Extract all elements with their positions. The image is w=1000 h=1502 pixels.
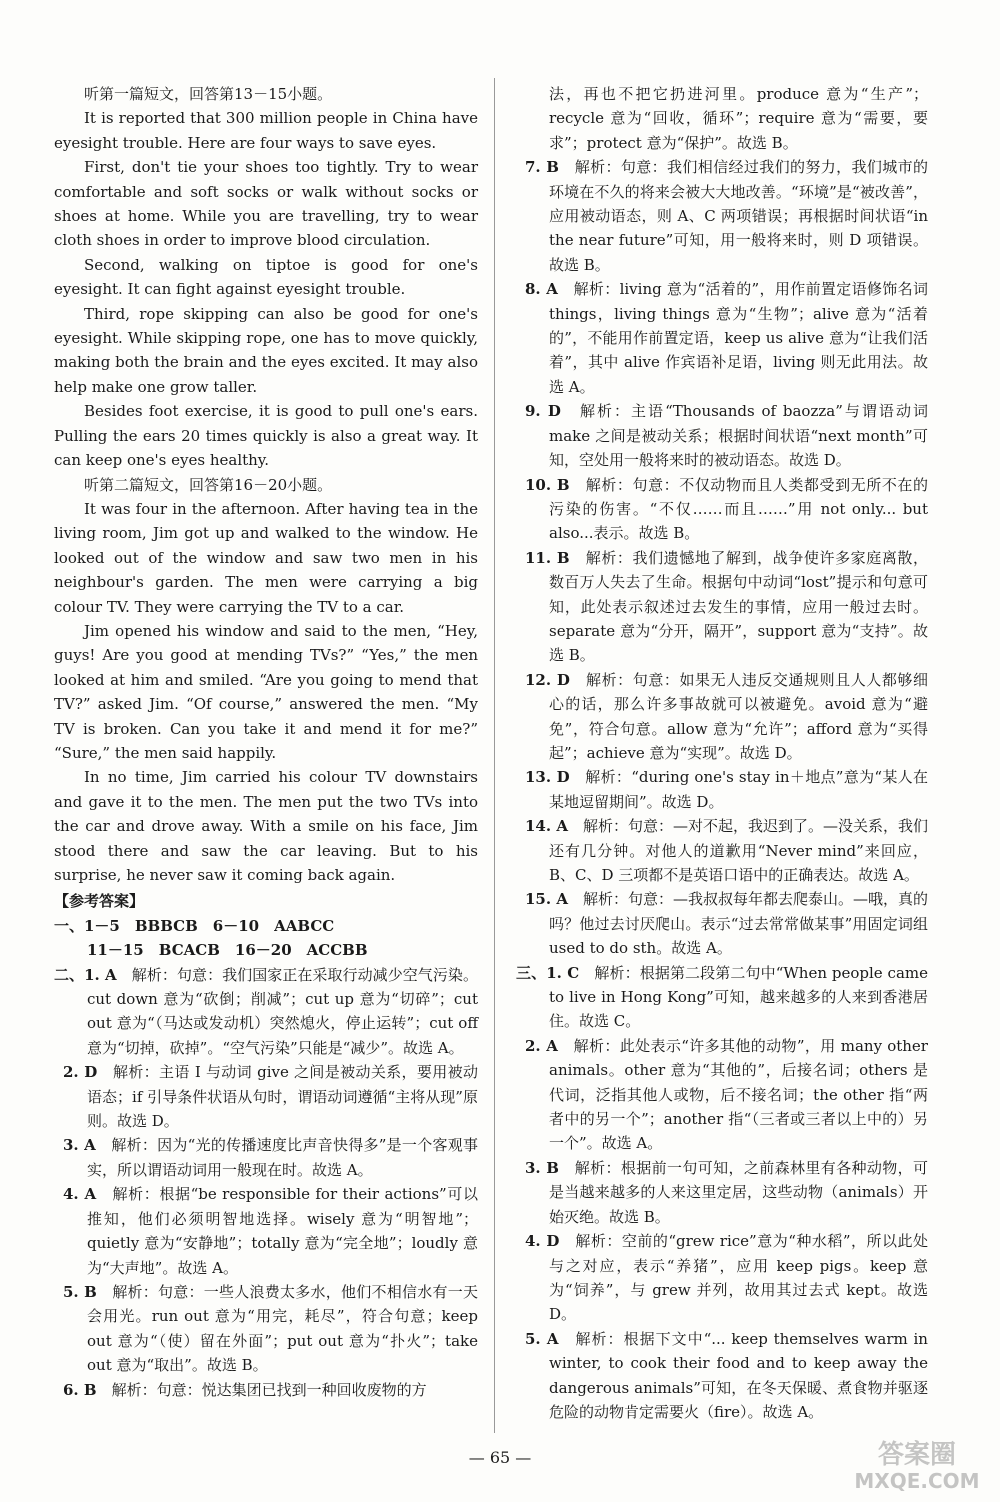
answer-item xyxy=(516,155,928,277)
answer-number: 12. D xyxy=(525,670,570,689)
passage-1-para: First, don't tie your shoes too tightly. Try to wear comfortable and soft socks or walk without socks or shoes at home. While you are travelling, try to wear cloth shoes in order to improve blood circulation. xyxy=(54,158,478,250)
answer-item xyxy=(516,668,928,766)
answer-number: 3. B xyxy=(525,1158,559,1177)
left-column xyxy=(54,82,478,1402)
answer-explanation: 解析：空前的“grew rice”意为“种水稻”，所以此处与之对应，表示“养猪”，应用 keep pigs。keep 意为“饲养”，与 grew 并列，故用其过去式 kept。故选 D。 xyxy=(549,1232,928,1324)
answer-item xyxy=(516,399,928,472)
answer-number: 三、1. C xyxy=(516,963,580,982)
answer-item xyxy=(516,1327,928,1425)
answer-explanation: 解析：主语 I 与动词 give 之间是被动关系，要用被动语态；if 引导条件状语从句时，谓语动词遵循“主将从现”原则。故选 D。 xyxy=(87,1063,478,1131)
answer-explanation: 解析：“during one's stay in＋地点”意为“某人在某地逗留期间”。故选 D。 xyxy=(549,768,928,811)
answer-number: 3. A xyxy=(63,1136,96,1155)
passage-2-para: Jim opened his window and said to the men, “Hey, guys! Are you good at mending TVs?” “Yes,” the men looked at him and smiled. “Are you going to mend that TV?” asked Jim. “Of course,” answered the men. “My TV is broken. Can you take it and mend it for me?” “Sure,” the men said happily. xyxy=(54,621,478,762)
answer-number: 5. A xyxy=(525,1329,559,1348)
answer-explanation: 解析：句意：悦达集团已找到一种回收废物的方 xyxy=(111,1380,427,1399)
watermark-text-en: MXQE.COM xyxy=(854,1469,980,1493)
passage-1-title: 听第一篇短文，回答第13－15小题。 xyxy=(84,85,333,103)
answer-number: 2. A xyxy=(525,1036,558,1055)
passage-1-para: It is reported that 300 million people in China have eyesight trouble. Here are four ways to save eyes. xyxy=(54,109,478,152)
answer-number: 4. D xyxy=(525,1232,560,1251)
watermark-text-cn: 答案圈 xyxy=(877,1440,956,1470)
answer-number: 13. D xyxy=(525,768,570,787)
answer-explanation: 解析：根据第二段第二句中“When people came to live in Hong Kong”可知，越来越多的人来到香港居住。故选 C。 xyxy=(549,963,928,1031)
answer-number: 7. B xyxy=(525,158,559,177)
answer-explanation: 解析：句意：一些人浪费太多水，他们不相信水有一天会用光。run out 意为“用完，耗尽”，符合句意；keep out 意为“（使）留在外面”；put out 意为“扑火”；take out 意为“取出”。故选 B。 xyxy=(87,1282,478,1375)
answer-number: 15. A xyxy=(525,890,568,909)
answer-explanation: 解析：根据“be responsible for their actions”可以推知，他们必须明智地选择。wisely 意为“明智地”；quietly 意为“安静地”；totally 意为“完全地”；loudly 意为“大声地”。故选 A。 xyxy=(87,1185,478,1277)
passage-1-para: Besides foot exercise, it is good to pull one's ears. Pulling the ears 20 times quickly is also a great way. It can keep one's eyes healthy. xyxy=(54,402,478,470)
answer-key-row: 11－15 BCACB 16－20 ACCBB xyxy=(87,941,368,960)
answer-number: 4. A xyxy=(63,1185,97,1204)
answer-item xyxy=(516,1156,928,1229)
answer-item xyxy=(516,277,928,399)
answer-explanation: 解析：living 意为“活着的”，用作前置定语修饰名词 things，living things 意为“生物”；alive 意为“活着的”，不能用作前置定语，keep us alive 意为“让我们活着”，其中 alive 作宾语补足语，living 则无此用法。故选 A。 xyxy=(549,280,928,396)
answer-explanation: 解析：句意：我们相信经过我们的努力，我们城市的环境在不久的将来会被大大地改善。“环境”是“被改善”，应用被动语态，则 A、C 两项错误；再根据时间状语“in the near future”可知，用一般将来时，则 D 项错误。故选 B。 xyxy=(549,158,928,274)
answer-item xyxy=(54,1133,478,1182)
passage-2-para: It was four in the afternoon. After having tea in the living room, Jim got up and walked to the window. He looked out of the window and saw two men in his neighbour's garden. The men were carrying a big colour TV. They were carrying the TV to a car. xyxy=(54,499,478,616)
passage-1-para: Second, walking on tiptoe is good for one's eyesight. It can fight against eyesight trouble. xyxy=(54,255,478,299)
answer-key-row: 一、1－5 BBBCB 6－10 AABCC xyxy=(54,916,335,935)
answer-explanation: 解析：句意：—我叔叔每年都去爬泰山。—哦，真的吗？他过去讨厌爬山。表示“过去常常做某事”用固定词组 used to do sth。故选 A。 xyxy=(549,890,928,958)
answer-item xyxy=(516,1229,928,1327)
answer-number: 2. D xyxy=(63,1063,98,1082)
answer-continuation: 法，再也不把它扔进河里。produce 意为“生产”；recycle 意为“回收，循环”；require 意为“需要，要求”；protect 意为“保护”。故选 B。 xyxy=(549,85,928,152)
passage-1-para: Third, rope skipping can also be good for one's eyesight. While skipping rope, one has to move quickly, making both the brain and the eyes excited. It may also help make one grow taller. xyxy=(54,304,478,396)
right-column xyxy=(516,82,928,1424)
answer-item xyxy=(54,1060,478,1133)
answer-item xyxy=(516,887,928,960)
answer-number: 5. B xyxy=(63,1282,97,1301)
answer-item xyxy=(54,1280,478,1378)
page-number: — 65 — xyxy=(468,1448,532,1467)
answer-explanation: 解析：根据下文中“... keep themselves warm in winter, to cook their food and to keep away the dangerous animals”可知，在冬天保暖、煮食物并驱逐危险的动物肯定需要火（fire）。故选 A。 xyxy=(549,1329,928,1421)
answer-explanation: 解析：句意：—对不起，我迟到了。—没关系，我们还有几分钟。对他人的道歉用“Never mind”来回应，B、C、D 三项都不是英语口语中的正确表达。故选 A。 xyxy=(549,817,928,884)
answer-item xyxy=(516,814,928,887)
answer-number: 二、1. A xyxy=(54,965,117,984)
answer-item xyxy=(516,1034,928,1156)
answer-number: 14. A xyxy=(525,817,568,836)
answer-explanation: 解析：我们遗憾地了解到，战争使许多家庭离散，数百万人失去了生命。根据句中动词“lost”提示和句意可知，此处表示叙述过去发生的事情，应用一般过去时。separate 意为“分开，隔开”，support 意为“支持”。故选 B。 xyxy=(549,548,928,665)
answer-explanation: 解析：此处表示“许多其他的动物”，用 many other animals。other 意为“其他的”，后接名词；others 是代词，泛指其他人或物，后不接名词；the other 指“两者中的另一个”；another 指“（三者或三者以上中的）另一个”。故选 A。 xyxy=(549,1036,928,1153)
answer-item xyxy=(54,963,478,1061)
answer-item xyxy=(54,1182,478,1280)
answer-number: 9. D xyxy=(525,402,561,421)
answer-explanation: 解析：根据前一句可知，之前森林里有各种动物，可是当越来越多的人来这里定居，这些动物（animals）开始灭绝。故选 B。 xyxy=(549,1158,928,1226)
answer-number: 8. A xyxy=(525,280,558,299)
answer-item xyxy=(516,546,928,668)
answer-item xyxy=(54,1378,478,1402)
answer-number: 10. B xyxy=(525,475,570,494)
passage-2-para: In no time, Jim carried his colour TV downstairs and gave it to the men. The men put the two TVs into the car and drove away. With a smile on his face, Jim stood there and saw the car leaving. But to his surprise, he never saw it coming back again. xyxy=(54,768,478,884)
answer-explanation: 解析：句意：不仅动物而且人类都受到无所不在的污染的伤害。“不仅……而且……”用 not only... but also...表示。故选 B。 xyxy=(549,475,928,543)
answer-number: 6. B xyxy=(63,1380,97,1399)
answer-explanation: 解析：主语“Thousands of baozza”与谓语动词 make 之间是被动关系；根据时间状语“next month”可知，空处用一般将来时的被动语态。故选 D。 xyxy=(549,402,928,470)
answer-item xyxy=(516,473,928,546)
passage-2-title: 听第二篇短文，回答第16－20小题。 xyxy=(84,475,333,494)
answer-item xyxy=(516,961,928,1034)
column-divider xyxy=(494,78,495,1433)
answer-explanation: 解析：句意：如果无人违反交通规则且人人都够细心的话，那么许多事故就可以被避免。avoid 意为“避免”，符合句意。allow 意为“允许”；afford 意为“买得起”；achieve 意为“实现”。故选 D。 xyxy=(549,670,928,762)
answer-number: 11. B xyxy=(525,548,570,567)
watermark-logo xyxy=(842,1440,992,1496)
answers-header: 【参考答案】 xyxy=(54,892,145,911)
answer-explanation: 解析：句意：我们国家正在采取行动减少空气污染。cut down 意为“砍倒；削减”；cut up 意为“切碎”；cut out 意为“（马达或发动机）突然熄火，停止运转”；cut off 意为“切掉，砍掉”。“空气污染”只能是“减少”。故选 A。 xyxy=(87,965,478,1057)
answer-item xyxy=(516,765,928,814)
answer-explanation: 解析：因为“光的传播速度比声音快得多”是一个客观事实，所以谓语动词用一般现在时。故选 A。 xyxy=(87,1136,478,1179)
